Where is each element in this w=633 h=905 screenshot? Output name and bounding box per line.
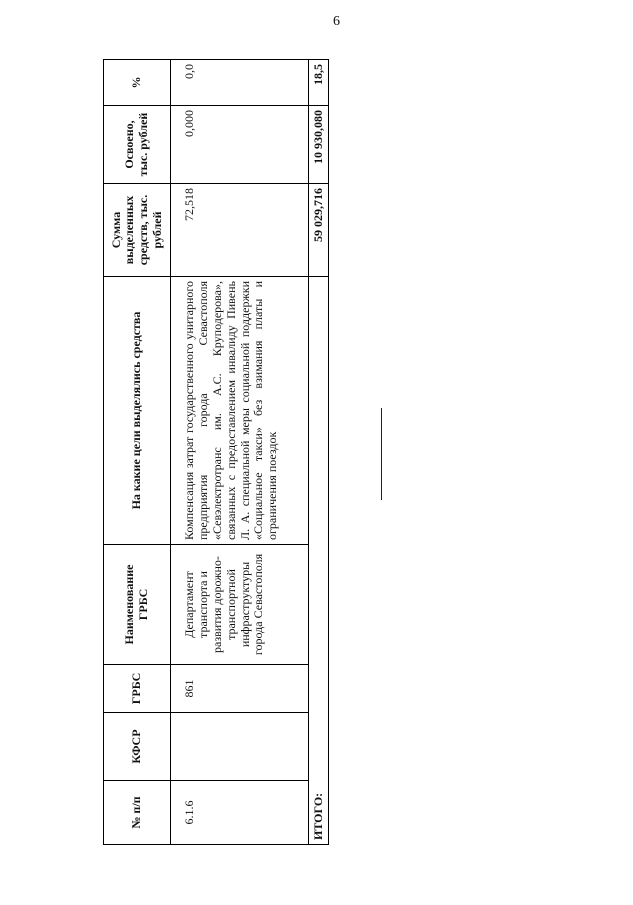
header-grbs: ГРБС [104, 665, 171, 713]
total-label: ИТОГО: [309, 277, 329, 845]
budget-table-container [103, 60, 329, 845]
cell-grbs: 861 [171, 665, 309, 713]
total-row [309, 60, 329, 845]
cell-developed: 0,000 [171, 106, 309, 184]
header-developed: Освоено, тыс. рублей [104, 106, 171, 184]
header-kfsr: КФСР [104, 713, 171, 781]
header-sum: Сумма выделенных средств, тыс. рублей [104, 184, 171, 277]
cell-purpose: Компенсация затрат государственного унитарного предприятия города Севастополя «Севэлектротранс им. А.С. Круподерова», связанных с предоставлением инвалиду Пивень Л. А. специальной меры социальной поддержки «Социальное такси» без взимания платы и ограничения поездок [171, 277, 309, 545]
separator-line [381, 408, 382, 500]
table-row [171, 60, 309, 845]
cell-percent: 0,0 [171, 60, 309, 106]
total-sum: 59 029,716 [309, 184, 329, 277]
header-name: Наименование ГРБС [104, 545, 171, 665]
cell-name: Департамент транспорта и развития дорожно-транспортной инфраструктуры города Севастополя [171, 545, 309, 665]
cell-kfsr [171, 713, 309, 781]
header-purpose: На какие цели выделялись средства [104, 277, 171, 545]
header-num: № п/п [104, 781, 171, 845]
header-percent: % [104, 60, 171, 106]
cell-sum: 72,518 [171, 184, 309, 277]
cell-num: 6.1.6 [171, 781, 309, 845]
total-developed: 10 930,080 [309, 106, 329, 184]
page-number: 6 [333, 14, 340, 29]
budget-table [103, 59, 329, 845]
total-percent: 18,5 [309, 60, 329, 106]
table-header-row [104, 60, 171, 845]
